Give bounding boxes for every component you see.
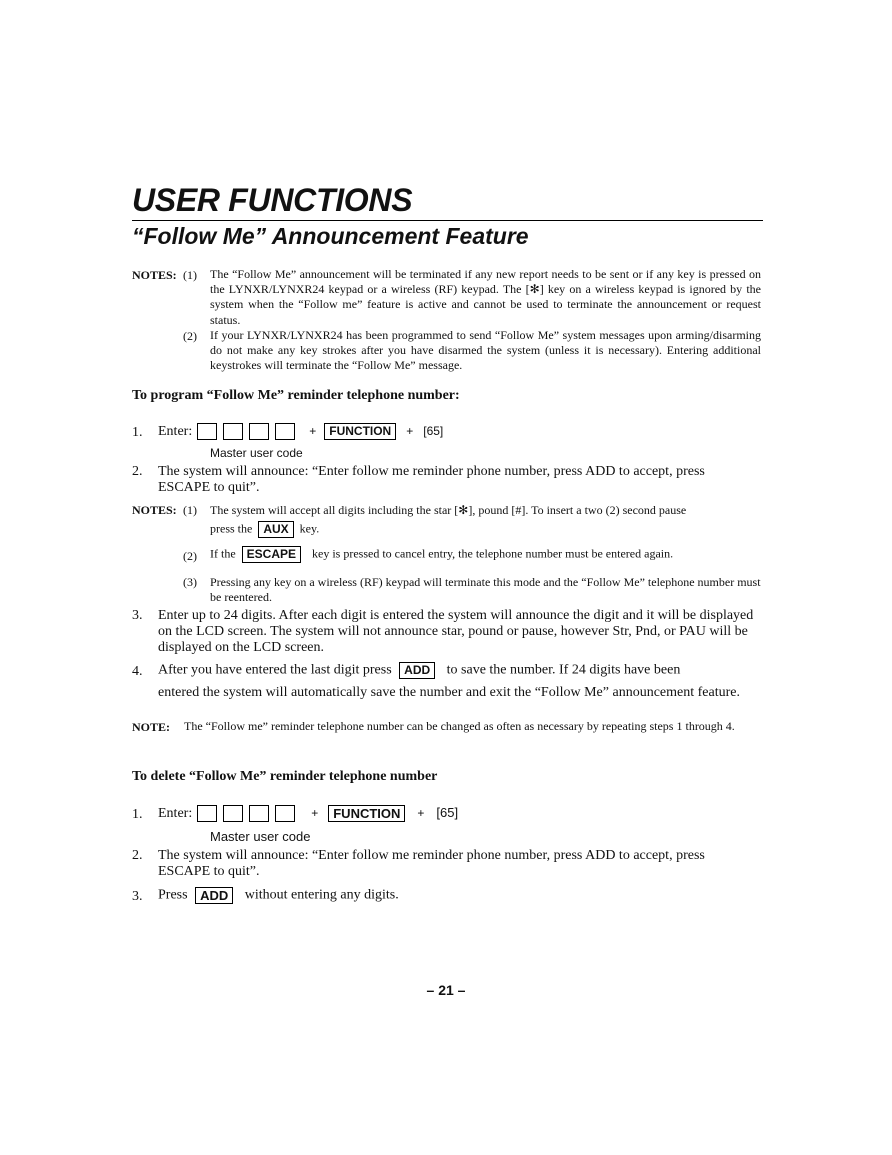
escape-key: ESCAPE bbox=[242, 546, 301, 563]
note-text: The system will accept all digits including the star [✻], pound [#]. To insert a two (2) second pause bbox=[210, 503, 687, 517]
note-text: If the bbox=[210, 546, 236, 561]
step-number: 3. bbox=[132, 608, 143, 623]
function-code: [65] bbox=[436, 805, 459, 820]
function-key: FUNCTION bbox=[324, 423, 396, 440]
step-number: 2. bbox=[132, 848, 143, 863]
step-text: Enter up to 24 digits. After each digit is entered the system will announce the digit and it will be displayed on the LCD screen. The system will not announce star, pound or pause, however Str, Pnd, or PAU will be displayed on the LCD screen. bbox=[158, 608, 754, 655]
code-box bbox=[197, 423, 217, 440]
note-text-line bbox=[210, 521, 319, 538]
code-box bbox=[223, 423, 243, 440]
note-number: (1) bbox=[183, 503, 197, 517]
step-text-line bbox=[158, 887, 399, 904]
step-number: 1. bbox=[132, 425, 143, 440]
notes-label: NOTES: bbox=[132, 268, 177, 282]
page-number: – 21 – bbox=[426, 982, 466, 998]
note-text: The “Follow me” reminder telephone number can be changed as often as necessary by repeating steps 1 through 4. bbox=[184, 719, 735, 733]
enter-label: Enter: bbox=[158, 806, 193, 821]
note-text: Pressing any key on a wireless (RF) keypad will terminate this mode and the “Follow Me” telephone number must be reentered. bbox=[210, 575, 761, 605]
master-code-caption: Master user code bbox=[210, 829, 311, 844]
notes-label: NOTES: bbox=[132, 503, 177, 517]
note-number: (2) bbox=[183, 329, 197, 343]
code-box bbox=[275, 423, 295, 440]
key-sequence bbox=[158, 804, 458, 822]
note-label: NOTE: bbox=[132, 720, 171, 734]
step-number: 1. bbox=[132, 807, 143, 822]
code-box bbox=[275, 805, 295, 822]
plus-sign: + bbox=[406, 424, 414, 438]
note-text: press the bbox=[210, 521, 253, 536]
code-box bbox=[249, 805, 269, 822]
plus-sign: + bbox=[417, 806, 425, 820]
function-key: FUNCTION bbox=[328, 805, 405, 822]
function-code: [65] bbox=[423, 424, 444, 438]
code-box bbox=[223, 805, 243, 822]
program-heading: To program “Follow Me” reminder telephone number: bbox=[132, 388, 460, 403]
note-number: (1) bbox=[183, 268, 197, 282]
step-text: without entering any digits. bbox=[244, 887, 399, 903]
step-number: 4. bbox=[132, 664, 143, 679]
section-title: “Follow Me” Announcement Feature bbox=[132, 223, 529, 249]
page-title: USER FUNCTIONS bbox=[132, 182, 413, 218]
master-code-caption: Master user code bbox=[210, 446, 303, 460]
step-text: After you have entered the last digit press bbox=[158, 662, 392, 678]
note-text: If your LYNXR/LYNXR24 has been programmed to send “Follow Me” system messages upon arming/disarming do not make any key strokes after you have disarmed the system (unless it is necessary). Entering additional keystrokes will terminate the “Follow Me” message. bbox=[210, 328, 761, 373]
step-text: Press bbox=[158, 887, 188, 903]
step-number: 3. bbox=[132, 889, 143, 904]
note-text-line bbox=[210, 546, 673, 563]
title-rule bbox=[132, 220, 763, 221]
step-text-line bbox=[158, 662, 680, 679]
note-text: The “Follow Me” announcement will be terminated if any new report needs to be sent or if any key is pressed on the LYNXR/LYNXR24 keypad or a wireless (RF) keypad. The [✻] key on a wireless keypad is ignored by the system when the “Follow me” feature is active and cannot be used to terminate the announcement or request status. bbox=[210, 267, 761, 327]
aux-key: AUX bbox=[258, 521, 293, 538]
enter-label: Enter: bbox=[158, 424, 193, 439]
step-text: The system will announce: “Enter follow me reminder phone number, press ADD to accept, press ESCAPE to quit”. bbox=[158, 464, 705, 495]
step-text: entered the system will automatically save the number and exit the “Follow Me” announcement feature. bbox=[158, 685, 740, 700]
step-text: The system will announce: “Enter follow me reminder phone number, press ADD to accept, press ESCAPE to quit”. bbox=[158, 848, 705, 879]
note-number: (3) bbox=[183, 575, 197, 589]
key-sequence bbox=[158, 422, 443, 440]
note-text: key. bbox=[299, 521, 320, 536]
code-box bbox=[197, 805, 217, 822]
note-text: key is pressed to cancel entry, the telephone number must be entered again. bbox=[312, 546, 674, 561]
delete-heading: To delete “Follow Me” reminder telephone number bbox=[132, 769, 438, 784]
plus-sign: + bbox=[309, 424, 317, 438]
note-number: (2) bbox=[183, 549, 197, 563]
add-key: ADD bbox=[195, 887, 233, 904]
code-box bbox=[249, 423, 269, 440]
add-key: ADD bbox=[399, 662, 435, 679]
step-text: to save the number. If 24 digits have been bbox=[446, 662, 681, 678]
plus-sign: + bbox=[311, 806, 319, 820]
step-number: 2. bbox=[132, 464, 143, 479]
